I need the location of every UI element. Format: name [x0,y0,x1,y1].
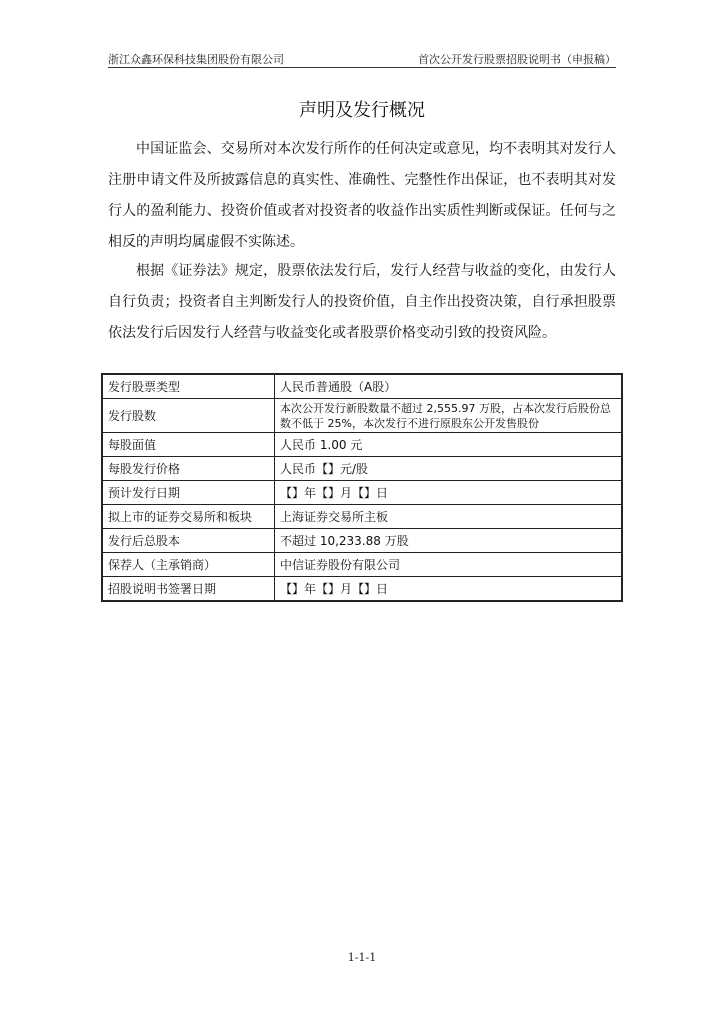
table-row [103,577,622,601]
table-row [103,529,622,553]
page-title: 声明及发行概况 [299,100,425,121]
page-number: 1-1-1 [347,951,377,964]
paragraph-disclaimer: 中国证监会、交易所对本次发行所作的任何决定或意见，均不表明其对发行人注册申请文件及所披露信息的真实性、准确性、完整性作出保证，也不表明其对发行人的盈利能力、投资价值或者对投资者的收益作出实质性判断或保证。任何与之相反的声明均属虚假不实陈述。 [108,141,616,250]
table-cell-label: 招股说明书签署日期 [103,577,275,601]
table-cell-label: 预计发行日期 [103,481,275,505]
table-row [103,375,622,399]
table-cell-value: 人民币 1.00 元 [275,433,622,457]
table-row [103,553,622,577]
header-document-title: 首次公开发行股票招股说明书（申报稿） [418,53,616,66]
table-cell-value: 不超过 10,233.88 万股 [275,529,622,553]
header-rule [108,67,616,68]
table-cell-label: 发行后总股本 [103,529,275,553]
table-row [103,481,622,505]
offering-overview-table [102,374,622,601]
table-row [103,505,622,529]
table-row [103,399,622,433]
table-cell-label: 拟上市的证券交易所和板块 [103,505,275,529]
table-row [103,433,622,457]
table-row [103,457,622,481]
table-cell-label: 发行股数 [103,399,275,433]
table-cell-value: 人民币【】元/股 [275,457,622,481]
page-header [108,50,616,67]
header-company-name: 浙江众鑫环保科技集团股份有限公司 [108,53,284,66]
table-cell-value: 本次公开发行新股数量不超过 2,555.97 万股，占本次发行后股份总数不低于 25%，本次发行不进行原股东公开发售股份 [275,399,622,433]
table-cell-label: 保荐人（主承销商） [103,553,275,577]
table-cell-value: 人民币普通股（A股） [275,375,622,399]
table-cell-label: 发行股票类型 [103,375,275,399]
table-cell-value: 【】年【】月【】日 [275,481,622,505]
table-cell-value: 中信证券股份有限公司 [275,553,622,577]
table-cell-value: 【】年【】月【】日 [275,577,622,601]
table-cell-value: 上海证券交易所主板 [275,505,622,529]
paragraph-securities-law: 根据《证券法》规定，股票依法发行后，发行人经营与收益的变化，由发行人自行负责；投资者自主判断发行人的投资价值，自主作出投资决策，自行承担股票依法发行后因发行人经营与收益变化或者股票价格变动引致的投资风险。 [108,263,616,341]
table-cell-label: 每股面值 [103,433,275,457]
table-cell-label: 每股发行价格 [103,457,275,481]
